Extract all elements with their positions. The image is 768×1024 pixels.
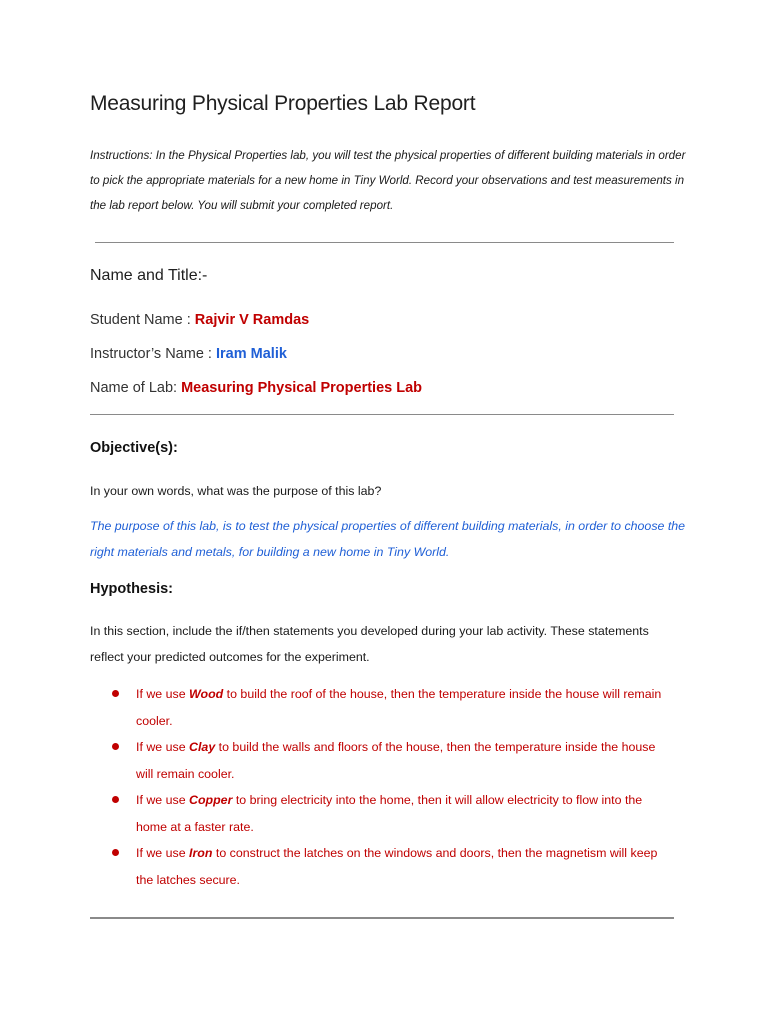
bullet-icon bbox=[112, 743, 119, 750]
list-item: If we use Clay to build the walls and floors of the house, then the temperature inside the house will remain cooler. bbox=[112, 734, 672, 787]
objective-heading: Objective(s): bbox=[90, 440, 178, 456]
lab-name-label: Name of Lab: bbox=[90, 380, 182, 396]
material-name: Clay bbox=[189, 740, 216, 754]
instructor-name-label: Instructor’s Name : bbox=[90, 346, 216, 362]
hypothesis-list bbox=[112, 681, 672, 893]
name-section-title: Name and Title:- bbox=[90, 267, 208, 284]
list-item: If we use Iron to construct the latches on the windows and doors, then the magnetism will keep the latches secure. bbox=[112, 840, 672, 893]
page-title: Measuring Physical Properties Lab Report bbox=[90, 92, 476, 115]
bullet-icon bbox=[112, 690, 119, 697]
bullet-icon bbox=[112, 796, 119, 803]
objective-answer: The purpose of this lab, is to test the physical properties of different building materials, in order to choose the right materials and metals, for building a new home in Tiny World. bbox=[90, 519, 686, 559]
instructions-text: Instructions: In the Physical Properties lab, you will test the physical properties of different building materials in order to pick the appropriate materials for a new home in Tiny World. Record your observations and test measurements in the lab report below. You will submit your completed report. bbox=[90, 149, 686, 212]
student-name-value: Rajvir V Ramdas bbox=[194, 312, 310, 328]
material-name: Copper bbox=[189, 793, 233, 807]
lab-name-value: Measuring Physical Properties Lab bbox=[181, 380, 423, 396]
lab-name-line bbox=[90, 380, 422, 396]
instructor-name-line bbox=[90, 346, 287, 362]
instructor-name-value: Iram Malik bbox=[215, 346, 287, 362]
list-item: If we use Copper to bring electricity into the home, then it will allow electricity to flow into the home at a faster rate. bbox=[112, 787, 672, 840]
list-item: If we use Wood to build the roof of the house, then the temperature inside the house will remain cooler. bbox=[112, 681, 672, 734]
divider bbox=[90, 414, 674, 415]
student-name-label: Student Name : bbox=[90, 312, 195, 328]
material-name: Iron bbox=[189, 846, 213, 860]
student-name-line bbox=[90, 312, 309, 328]
hypothesis-heading: Hypothesis: bbox=[90, 581, 173, 597]
divider bbox=[90, 917, 674, 919]
material-name: Wood bbox=[189, 687, 224, 701]
bullet-icon bbox=[112, 849, 119, 856]
divider bbox=[95, 242, 674, 243]
objective-question: In your own words, what was the purpose of this lab? bbox=[90, 484, 382, 498]
hypothesis-intro: In this section, include the if/then statements you developed during your lab activity. These statements reflect your predicted outcomes for the experiment. bbox=[90, 624, 649, 664]
